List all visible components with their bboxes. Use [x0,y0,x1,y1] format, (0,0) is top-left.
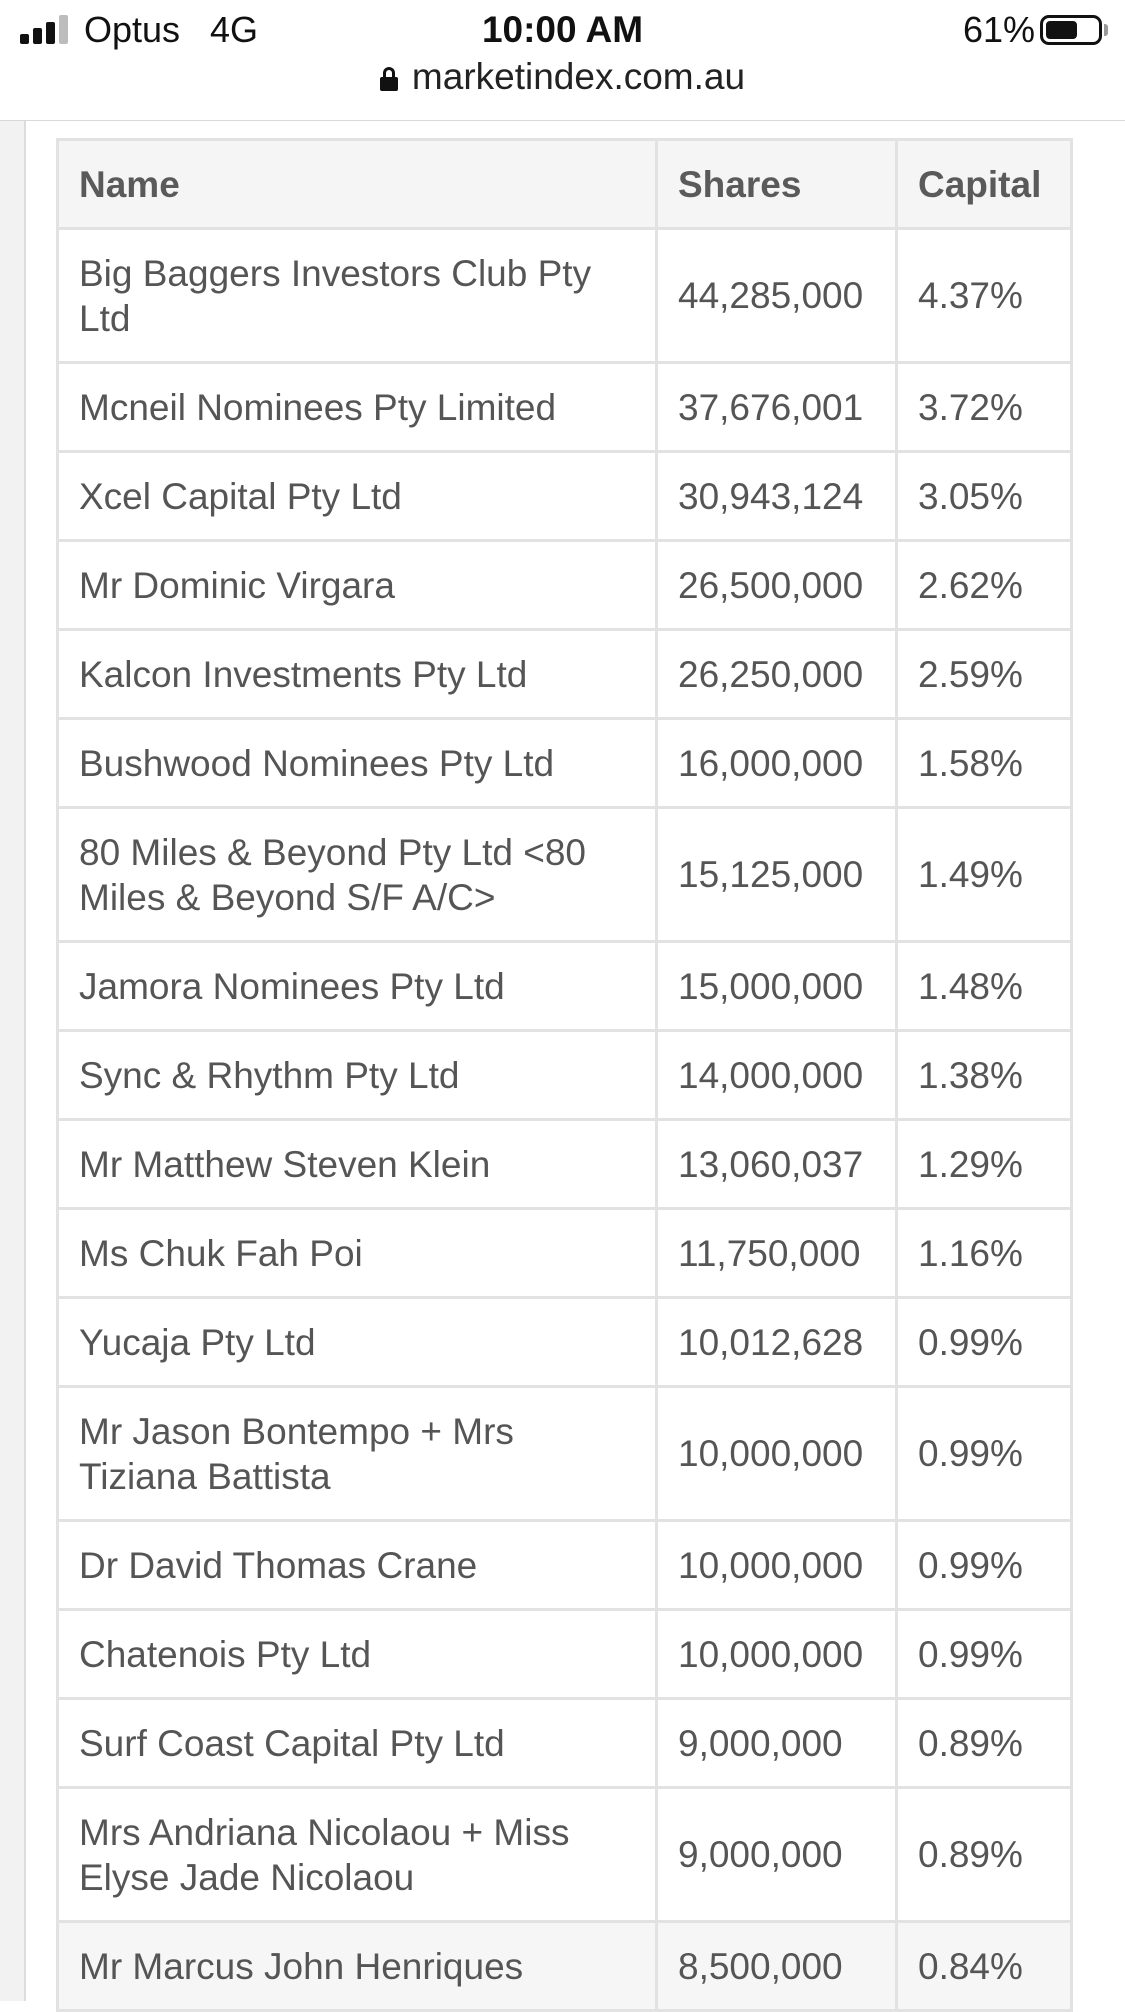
holder-capital: 1.16% [897,1209,1072,1298]
holder-shares: 10,000,000 [657,1387,897,1521]
holder-name: 80 Miles & Beyond Pty Ltd <80 Miles & Beyond S/F A/C> [58,808,657,942]
holder-capital: 1.38% [897,1031,1072,1120]
holder-capital: 1.48% [897,942,1072,1031]
holder-capital: 2.62% [897,541,1072,630]
table-row [58,1120,1072,1209]
holder-capital: 3.72% [897,363,1072,452]
holder-capital: 0.89% [897,1699,1072,1788]
holder-shares: 10,000,000 [657,1521,897,1610]
holder-shares: 14,000,000 [657,1031,897,1120]
lock-icon [380,67,398,91]
holder-shares: 15,000,000 [657,942,897,1031]
table-row [58,1387,1072,1521]
battery-icon [1040,15,1102,45]
table-row [58,1922,1072,2011]
table-row [58,363,1072,452]
status-bar [0,0,1125,60]
table-header-row [58,140,1072,229]
holder-shares: 44,285,000 [657,229,897,363]
holder-name: Xcel Capital Pty Ltd [58,452,657,541]
table-row [58,719,1072,808]
column-header-name[interactable]: Name [58,140,657,229]
holder-name: Mr Matthew Steven Klein [58,1120,657,1209]
holder-capital: 0.99% [897,1387,1072,1521]
holder-shares: 10,000,000 [657,1610,897,1699]
column-header-shares[interactable]: Shares [657,140,897,229]
holder-shares: 26,500,000 [657,541,897,630]
holder-shares: 26,250,000 [657,630,897,719]
table-row [58,1610,1072,1699]
holder-shares: 9,000,000 [657,1788,897,1922]
table-row [58,1699,1072,1788]
holder-capital: 3.05% [897,452,1072,541]
holder-name: Sync & Rhythm Pty Ltd [58,1031,657,1120]
holder-capital: 1.58% [897,719,1072,808]
holder-capital: 1.49% [897,808,1072,942]
holder-shares: 16,000,000 [657,719,897,808]
table-row [58,1521,1072,1610]
holder-name: Jamora Nominees Pty Ltd [58,942,657,1031]
holder-shares: 30,943,124 [657,452,897,541]
holder-capital: 0.99% [897,1298,1072,1387]
holder-name: Kalcon Investments Pty Ltd [58,630,657,719]
holder-name: Chatenois Pty Ltd [58,1610,657,1699]
url-text: marketindex.com.au [411,56,746,97]
holder-capital: 2.59% [897,630,1072,719]
holder-name: Yucaja Pty Ltd [58,1298,657,1387]
holder-capital: 0.99% [897,1521,1072,1610]
holder-name: Dr David Thomas Crane [58,1521,657,1610]
carrier-name: Optus [84,9,181,50]
holder-name: Surf Coast Capital Pty Ltd [58,1699,657,1788]
table-row [58,452,1072,541]
table-row [58,942,1072,1031]
holder-name: Mr Marcus John Henriques [58,1922,657,2011]
address-bar[interactable] [0,56,1125,106]
holder-capital: 0.89% [897,1788,1072,1922]
holder-name: Big Baggers Investors Club Pty Ltd [58,229,657,363]
table-row [58,630,1072,719]
network-type: 4G [210,9,259,50]
table-row [58,1209,1072,1298]
holder-capital: 0.84% [897,1922,1072,2011]
table-row [58,1788,1072,1922]
battery-nub [1104,24,1108,36]
holder-name: Mcneil Nominees Pty Limited [58,363,657,452]
battery-percent: 61% [962,9,1035,50]
holder-shares: 13,060,037 [657,1120,897,1209]
holder-name: Bushwood Nominees Pty Ltd [58,719,657,808]
holder-shares: 11,750,000 [657,1209,897,1298]
holder-name: Ms Chuk Fah Poi [58,1209,657,1298]
table-row [58,1031,1072,1120]
holder-name: Mrs Andriana Nicolaou + Miss Elyse Jade Nicolaou [58,1788,657,1922]
table-row [58,808,1072,942]
table-row [58,1298,1072,1387]
table-row [58,541,1072,630]
holder-shares: 9,000,000 [657,1699,897,1788]
holder-shares: 8,500,000 [657,1922,897,2011]
shareholders-table [56,138,1073,2012]
holder-name: Mr Dominic Virgara [58,541,657,630]
holder-shares: 10,012,628 [657,1298,897,1387]
holder-capital: 1.29% [897,1120,1072,1209]
holder-name: Mr Jason Bontempo + Mrs Tiziana Battista [58,1387,657,1521]
table-row [58,229,1072,363]
column-header-capital[interactable]: Capital [897,140,1072,229]
holder-capital: 0.99% [897,1610,1072,1699]
holder-capital: 4.37% [897,229,1072,363]
clock: 10:00 AM [481,9,644,50]
holder-shares: 37,676,001 [657,363,897,452]
holder-shares: 15,125,000 [657,808,897,942]
